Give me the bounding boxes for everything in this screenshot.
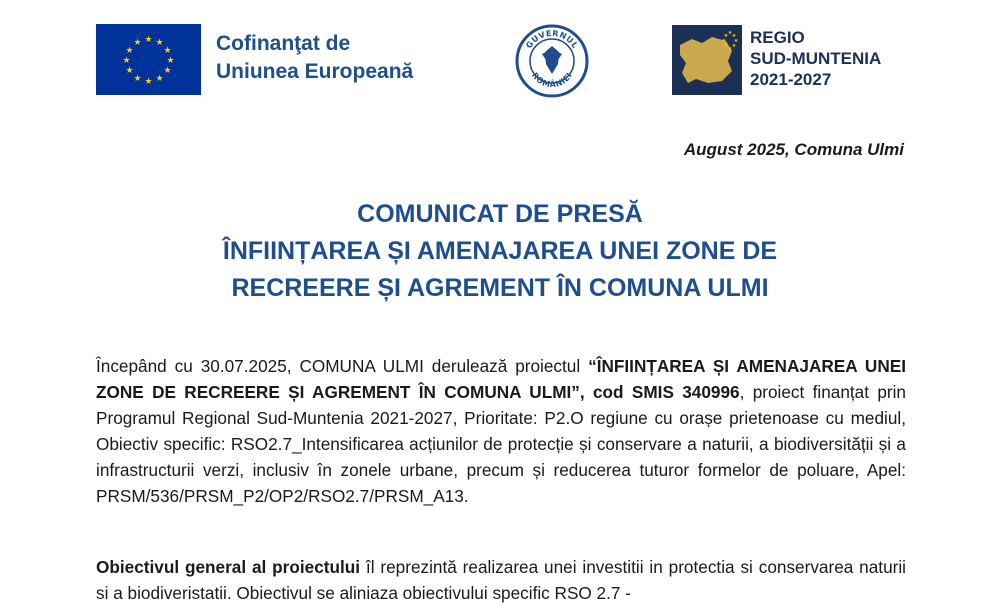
svg-text:★: ★ — [133, 38, 142, 48]
svg-text:★: ★ — [166, 56, 175, 66]
svg-text:★: ★ — [731, 43, 737, 49]
paragraph-general-objective — [96, 554, 906, 606]
svg-text:★: ★ — [727, 30, 733, 36]
svg-text:★: ★ — [144, 35, 153, 45]
svg-text:★: ★ — [155, 38, 164, 48]
title-line1: COMUNICAT DE PRESĂ — [357, 200, 643, 228]
svg-text:★: ★ — [723, 43, 729, 49]
svg-text:★: ★ — [721, 38, 727, 44]
paragraph1-project-name: “ÎNFIINȚAREA ȘI AMENAJAREA UNEI ZONE DE RECREERE ȘI AGREMENT ÎN COMUNA ULMI”, cod SMIS 340996 — [96, 356, 906, 402]
svg-text:★: ★ — [733, 38, 739, 44]
title-line3: RECREERE ȘI AGREMENT ÎN COMUNA ULMI — [231, 274, 769, 302]
svg-text:★: ★ — [731, 33, 737, 39]
svg-text:★: ★ — [122, 56, 131, 66]
svg-text:★: ★ — [133, 74, 142, 84]
svg-text:★: ★ — [125, 66, 134, 76]
press-release-title — [0, 196, 1000, 307]
svg-text:★: ★ — [125, 46, 134, 56]
title-line2: ÎNFIINȚAREA ȘI AMENAJAREA UNEI ZONE DE — [222, 237, 778, 265]
svg-text:★: ★ — [155, 74, 164, 84]
regio-line2: SUD-MUNTENIA — [750, 49, 882, 68]
seal-text-top: GUVERNUL — [524, 28, 580, 51]
regio-line1: REGIO — [750, 28, 805, 47]
page-header — [0, 0, 1000, 110]
paragraph2-rest: îl reprezintă realizarea unei investitii in protectia si conservarea naturii si a biodiveristatii. Obiectivul se aliniaza obiectivului specific RSO 2.7 - — [96, 557, 906, 603]
regio-map-icon — [672, 25, 742, 95]
seal-text-bottom: ROMÂNIEI — [529, 70, 575, 90]
paragraph2-bold: Obiectivul general al proiectului — [96, 557, 361, 577]
svg-text:★: ★ — [144, 77, 153, 87]
paragraph1-rest: , proiect finanțat prin Programul Regional Sud-Muntenia 2021-2027, Prioritate: P2.O regiune cu orașe prietenoase cu mediul, Obiectiv specific: RSO2.7_Intensificarea acțiunilor de protecție și conservare a naturii, a biodiversității și a infrastructurii verzi, inclusiv în zonele urbane, precum și reducerea tuturor formelor de poluare, Apel: PRSM/536/PRSM_P2/OP2/RSO2.7/PRSM_A13. — [96, 382, 906, 506]
government-seal-icon — [515, 24, 589, 98]
svg-text:★: ★ — [163, 66, 172, 76]
eu-cofinancing-label — [216, 30, 413, 86]
paragraph1-intro: Începând cu 30.07.2025, COMUNA ULMI derulează proiectul — [96, 356, 589, 376]
eu-text-line2: Uniunea Europeană — [216, 60, 414, 83]
date-location: August 2025, Comuna Ulmi — [683, 140, 904, 159]
eu-text-line1: Cofinanţat de — [216, 32, 351, 55]
svg-text:★: ★ — [163, 46, 172, 56]
svg-text:★: ★ — [723, 33, 729, 39]
eu-flag-icon — [96, 24, 201, 95]
paragraph-project-intro — [96, 353, 906, 509]
svg-text:★: ★ — [727, 46, 733, 52]
regio-program-label — [750, 27, 881, 90]
regio-line3: 2021-2027 — [750, 70, 832, 89]
